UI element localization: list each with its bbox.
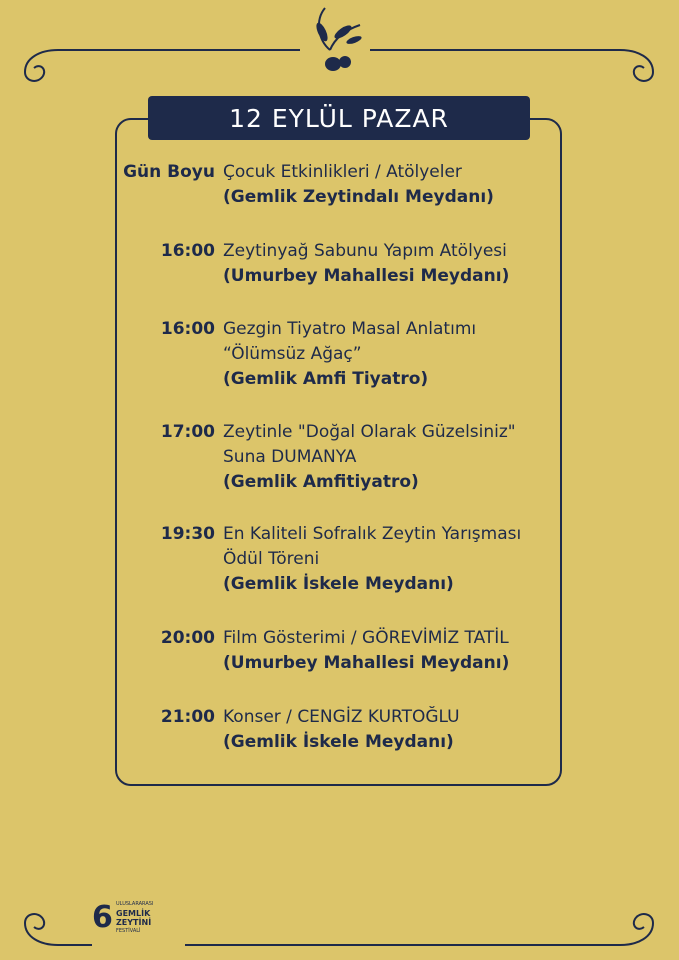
swirl-top-left-icon: [25, 50, 58, 81]
event-subtitle: “Ölümsüz Ağaç”: [223, 344, 362, 364]
logo-line-4: FESTİVALİ: [116, 928, 141, 934]
event-title: Zeytinyağ Sabunu Yapım Atölyesi: [223, 241, 507, 261]
event-time: 17:00: [160, 422, 215, 442]
event-time: 21:00: [160, 707, 215, 727]
logo-line-1: ULUSLARARASI: [116, 901, 154, 907]
event-venue: (Umurbey Mahallesi Meydanı): [223, 653, 510, 673]
event-title: Zeytinle "Doğal Olarak Güzelsiniz": [223, 422, 516, 442]
event-subtitle: Suna DUMANYA: [223, 447, 357, 467]
logo-line-2: GEMLİK: [116, 909, 151, 918]
swirl-top-right-icon: [620, 50, 653, 81]
event-subtitle: Ödül Töreni: [223, 549, 320, 569]
event-venue: (Gemlik Amfi Tiyatro): [223, 369, 429, 389]
event-venue: (Gemlik Zeytindalı Meydanı): [223, 187, 494, 207]
event-title: Film Gösterimi / GÖREVİMİZ TATİL: [223, 628, 509, 648]
event-time: 16:00: [160, 319, 215, 339]
olive-branch-icon: [314, 8, 362, 71]
event-title: En Kaliteli Sofralık Zeytin Yarışması: [223, 524, 522, 544]
event-venue: (Gemlik İskele Meydanı): [223, 732, 454, 752]
festival-logo: [92, 898, 182, 938]
event-time: 20:00: [160, 628, 215, 648]
event-venue: (Gemlik Amfitiyatro): [223, 472, 419, 492]
event-title: Konser / CENGİZ KURTOĞLU: [223, 707, 460, 727]
date-header: [148, 96, 530, 140]
event-time: 16:00: [160, 241, 215, 261]
event-title: Çocuk Etkinlikleri / Atölyeler: [223, 162, 462, 182]
event-time: 19:30: [160, 524, 215, 544]
event-title: Gezgin Tiyatro Masal Anlatımı: [223, 319, 477, 339]
event-time: Gün Boyu: [123, 162, 215, 182]
event-venue: (Gemlik İskele Meydanı): [223, 574, 454, 594]
logo-number: 6: [92, 900, 113, 935]
event-venue: (Umurbey Mahallesi Meydanı): [223, 266, 510, 286]
logo-line-3: ZEYTİNİ: [116, 918, 152, 927]
swirl-bottom-left-icon: [25, 914, 58, 945]
swirl-bottom-right-icon: [620, 914, 653, 945]
date-title: 12 EYLÜL PAZAR: [229, 103, 449, 133]
